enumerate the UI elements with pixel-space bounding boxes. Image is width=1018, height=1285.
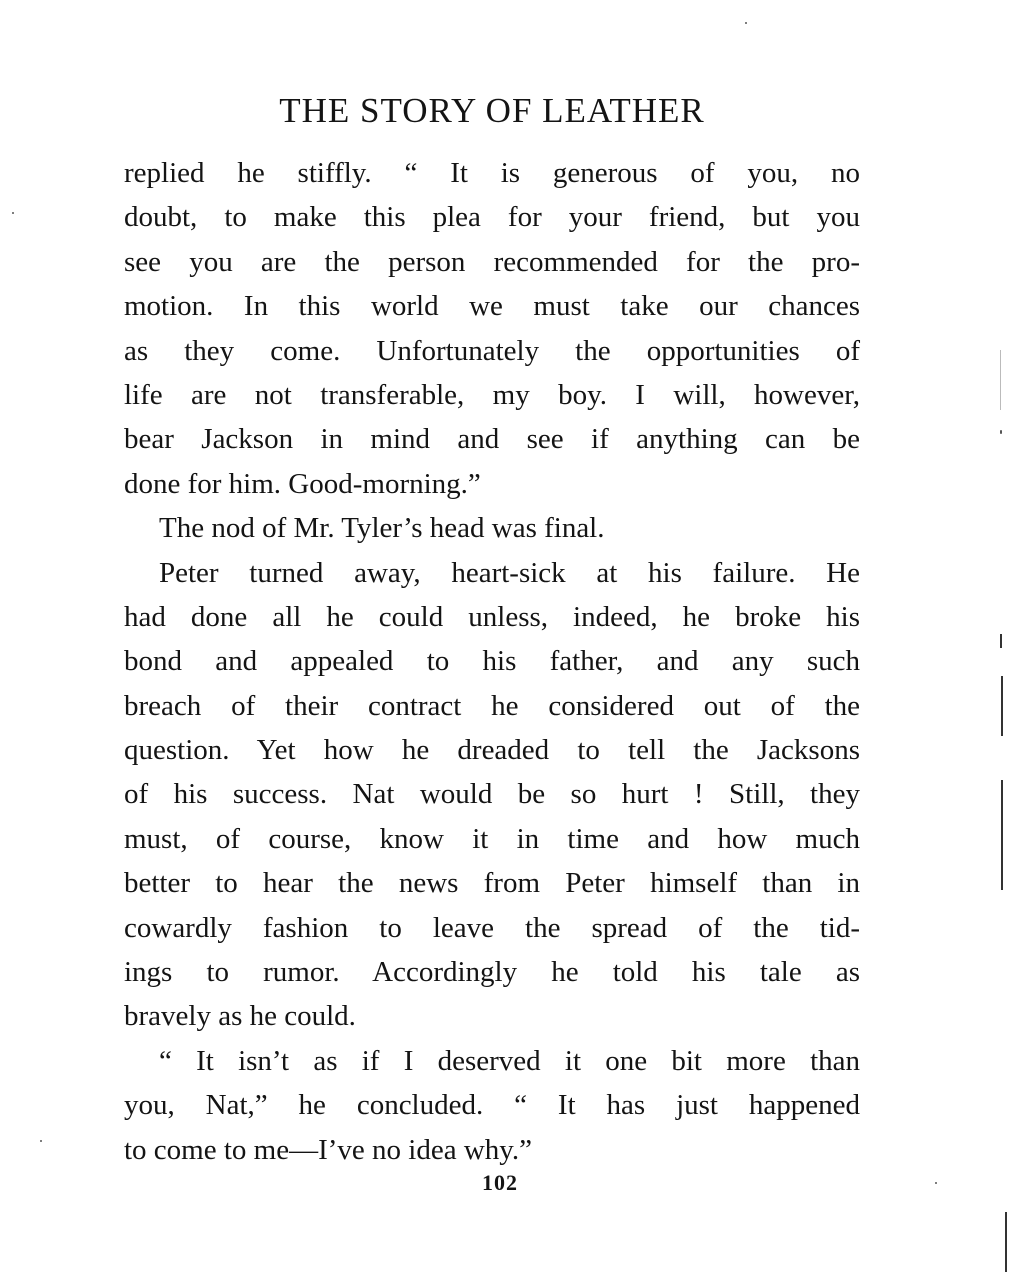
text-line: better to hear the news from Peter himself than in bbox=[124, 867, 860, 900]
text-line: life are not transferable, my boy. I will, however, bbox=[124, 378, 860, 411]
text-line: question. Yet how he dreaded to tell the Jacksons bbox=[124, 734, 860, 767]
scan-speck bbox=[1000, 430, 1002, 434]
text-line: must, of course, know it in time and how much bbox=[124, 822, 860, 855]
text-line: motion. In this world we must take our chances bbox=[124, 290, 860, 323]
text-line: cowardly fashion to leave the spread of the tid- bbox=[124, 911, 860, 944]
text-line: to come to me—I’ve no idea why.” bbox=[124, 1133, 533, 1166]
scan-speck bbox=[12, 212, 14, 214]
gutter-mark bbox=[1000, 634, 1002, 648]
text-line: breach of their contract he considered out of the bbox=[124, 689, 860, 722]
text-line: bear Jackson in mind and see if anything can be bbox=[124, 423, 860, 456]
text-line: you, Nat,” he concluded. “ It has just happened bbox=[124, 1089, 860, 1122]
running-title: THE STORY OF LEATHER bbox=[279, 91, 705, 130]
text-line: bravely as he could. bbox=[124, 1000, 356, 1033]
text-line: “ It isn’t as if I deserved it one bit more than bbox=[159, 1044, 860, 1077]
gutter-mark bbox=[1000, 350, 1001, 410]
gutter-mark bbox=[1005, 1212, 1007, 1272]
text-line: Peter turned away, heart-sick at his failure. He bbox=[159, 556, 860, 589]
text-line: see you are the person recommended for the pro- bbox=[124, 245, 860, 278]
text-line: had done all he could unless, indeed, he broke his bbox=[124, 600, 860, 633]
text-line: as they come. Unfortunately the opportunities of bbox=[124, 334, 860, 367]
body-text bbox=[124, 151, 860, 1172]
text-line: doubt, to make this plea for your friend, but you bbox=[124, 201, 860, 234]
text-line: ings to rumor. Accordingly he told his tale as bbox=[124, 956, 860, 989]
text-line: The nod of Mr. Tyler’s head was final. bbox=[159, 512, 605, 545]
scan-speck bbox=[935, 1182, 937, 1184]
page-number: 102 bbox=[482, 1170, 518, 1195]
text-line: bond and appealed to his father, and any such bbox=[124, 645, 860, 678]
scan-speck bbox=[40, 1140, 42, 1142]
text-line: replied he stiffly. “ It is generous of you, no bbox=[124, 157, 860, 189]
text-line: of his success. Nat would be so hurt ! Still, they bbox=[124, 778, 860, 811]
gutter-mark bbox=[1001, 780, 1003, 890]
gutter-mark bbox=[1001, 676, 1003, 736]
text-line: done for him. Good-morning.” bbox=[124, 467, 481, 500]
scan-speck bbox=[745, 22, 747, 24]
